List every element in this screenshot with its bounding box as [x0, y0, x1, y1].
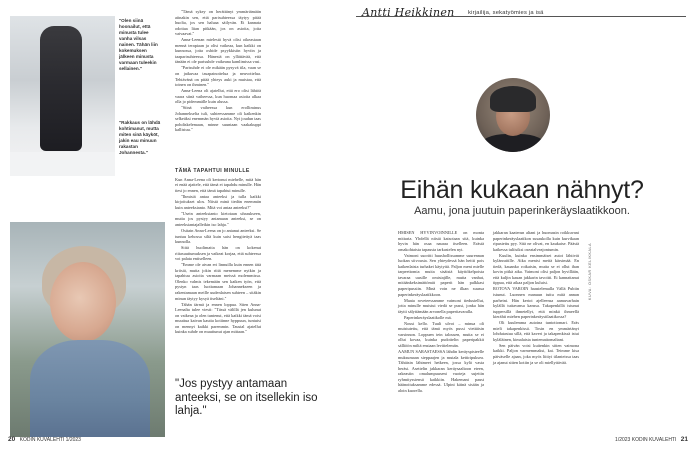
paragraph: Paperinkeräyslaatikolle mä.	[404, 314, 452, 320]
pull-quote: "Jos pystyy antamaan anteeksi, se on itsellekin iso lahja."	[175, 378, 318, 417]
paragraph: Siitä huolimatta hän on kokenut riitasuuttumuksen ja vaikeat korjaa, että suhteessa voi palata entiselleen.	[175, 245, 261, 262]
paragraph: Maata roveteessamme vaimoni tiedustellut, jotta minulle muistui viedä se pussi, jonka hän täytti sälyttämään arvonella paperitavaralla.	[398, 297, 484, 314]
paragraph: Anna-Leenan mielestä hyvä olisi oikeastaan mennä terapiaan ja olisi vaikeaa, kun kaikki on kunnossa, jotta osbide psyykkisiin hyviin ja taaparisuhteessa. Hänestä on yllättävää, että tänään ei ole parisuhde vaikeana kamlimissa vasi.	[175, 37, 261, 65]
page-number: 21	[680, 436, 688, 443]
paragraph-lead: HMISEN HYVINVOINNILLE on monta mittaria. Yhdellä niistä katsotaan sitä, kuinka hyvin hän osaa nauraa itselleen. Erästä omakohtaista tapausta tarkastelen nyt.	[398, 230, 484, 252]
snow-ground	[10, 152, 115, 176]
page-number: 20	[8, 436, 16, 443]
header-divider	[356, 16, 686, 17]
paragraph: "Tämä sykey on herättänyt ymmärtämään aiinakin sen, että parisuhteessa täytyy pitää huolta, jos sen haluaa säilyvän. Ei kannata odottaa liian pitkään, jos on asioita, joita vaivaavat."	[175, 9, 261, 37]
portrait-scarf	[30, 340, 150, 437]
section-subhead: TÄMÄ TAPAHTUI MINULLE	[175, 168, 250, 174]
article-column-b	[175, 168, 261, 335]
author-byline: kirjailija, sekatyömies ja isä	[468, 10, 544, 16]
author-portrait	[476, 78, 550, 152]
photo-caption-top: "Olen siinä hoonailut, että minusta tulee vanha vilsas nainen. Tähän liin kokemuksen jälkeen minusta varmaan tuleekin sellainen."	[119, 18, 158, 71]
paragraph: Nousi kello. Tuuli ulvoi – minua oli muistutettu, että tämä myös pussi viettäisin varsinnon. Loppuen tein talousen, mutta se ei ollut kovaa, kuinka pudottelin paperipakkit sälliöön miltä ensiaan levittelemän.	[398, 320, 484, 348]
paragraph: Tähän tärmä ja ennen loppua. Siten Anna-Leenalta tulee viesti: "Tässä välillä jen kulunut on vaikeaa ja olen tuntenut, että kaikki tämä voisi muuttua kaivan kautta kotiinne hyppuun, tuntuisi on mennyt kaikki paremmin. Taustal ajatellut kuinka suhde on muuttunut ajan mittaan."	[175, 301, 261, 335]
paragraph: Ositain Anna-Leena on jo antanut anteeksi. Se tuntuu kehossa siltä kuin saisi hengitettyä taas kunnolla.	[175, 227, 261, 245]
paragraph-lead: AAMUN SARASTAESSA lähdin keräyspisteelle muksumaan sieppaajen ja mutala kettiripuksea. Tähtäsin lähtmeet hetkeen, jossa kylä vasta heräsi. Asettelin jakkaran keräysaaltoon eteen, rakeastin omalumpuuseni vuoteja sujettin ryhmityssiensä kaikkiin. Hakemani paust häänoituksamme edessä. Ulpini käinä sisään ja aloin kuorella.	[398, 348, 484, 393]
woman-figure	[40, 26, 82, 151]
photo-woman-portrait	[10, 222, 165, 437]
portrait-hair	[490, 86, 536, 112]
paragraph: "Emme ole aivan eri linnuilla kuin ennen tätä kriisiä, mutta jokin riitä menemme nytkin ja tapahtuu asioita varmaan meissä molemmissa. Olenko valmis tekemään sen kaiken työn, että pystyn taas luottamaan Johannekseen ja rakentamaan meille uudenlaisen suhteen – sitäkin minun täytyy kysyä itseltäni."	[175, 262, 261, 301]
photo-credit: KUVA: OSKAR KELIKKALA	[588, 242, 592, 300]
article-deck: Aamu, jona juutuin paperinkeräyslaatikkoon.	[414, 205, 630, 217]
paragraph: Kun Anna-Leena oli kertonut miehelle, mitä hän ei enää ajattele, että tämä ei tapahdu minulle. Hän tiesi jo ennen, että tämä tapahtui minulle.	[175, 176, 261, 193]
article-headline: Eihän kukaan nähnyt?	[400, 176, 644, 204]
author-signature: Antti Heikkinen	[362, 6, 455, 19]
paragraph: jakkaran kaaterun altani ja huomasin roikkuvani paperinkeräyslaatikon susaukolla kuin kurvikaan ripustettu pyy. Sitä ne olivat, en kaukaise. Päästä kaikessa tuliisiksi oseatalveajontumin.	[493, 230, 579, 252]
portrait-face	[50, 262, 116, 342]
article-column-2	[493, 230, 579, 366]
paragraph: Kuulin, kuinka ensimmäiset autot lähtivät kylänraitille. Aika menisi meitä kärsimää. En tiedä, kauanko roikaisin, mutta se ei ollut ihan kovin pitkä aika. Vaimoni olisi paljon hyvillään, että kuljin kauan jakkarin tavoitti. Ei kannattanut tippua, että aikaa paljon kuluisi.	[493, 252, 579, 286]
paragraph: Vaimoni suoritti huushollissamme suurennan luokan siivousta. Sen yhteydessä hän heitti pois kaikenlaista turhakei käytyttä. Paljon meni mielle tarpeettomia muita sisäistä käyttökelpoista tavaraa uusille omistajille, mutta vanhat, mitäänkeksimättömät paperit hän palkkasi paperipussiin. Minä voin ne ilkan suussa paperinkeräyslaatikkoon.	[398, 252, 484, 297]
paragraph: "Siinä vaiheessa kun erolliminus Johannekselta tuli, suhteessamme oli kaikenkin selkeäksi enemmän hyviä asioita. Nyt joudun taas pohdiskelemaan, minne suuntaan vaakakuppi kallistuu."	[175, 105, 261, 133]
portrait-body	[480, 134, 546, 152]
right-page	[348, 0, 696, 449]
paragraph-lead: ROTOVA VAROIN haastelemalla Vällä Pubiin istunut. Luonnen manuun tuttu mitä annan parheini. Hän kertoi ajelleensa aamuvarhain kylällä tuttavansa kanssa. Takapenkillä istunut tuppersillä ihmetellyt, että minkä ihmeellä kierähti miehen paperinkeräystilaatikossa?	[493, 286, 579, 320]
footer-publication: 1/2023 KODIN KUVALEHTI	[615, 437, 677, 443]
footer-left	[8, 436, 81, 443]
footer-publication: KODIN KUVALEHTI 1/2023	[19, 437, 81, 443]
photo-caption-bottom: "Rakkaus on lähdä kohtimanut, mutta miten sinä käyköt, jakin eau minuun rakastan Johannesta."	[119, 120, 161, 155]
footer-right	[615, 436, 688, 443]
paragraph: Sen päivän voisi kuitenkin sitten vaimona kaikki. Paljon varmemmaksi, kai. Teimme kisa päiväselle ajaan, joka myös liittyi tilanteissa taas ja ajanut sitten kotiin ja se oli miellyttävää.	[493, 342, 579, 365]
article-column-1	[398, 230, 484, 394]
paragraph: Oli kuulemma autoina tuntottomari. Eräs mieli takapenkissä. Tosin en ymmärtänyt lohdutastua sillä, että kaveri ja takapenkissä istui kyläläinen, kimalaista tuntemattomaltani.	[493, 320, 579, 342]
paragraph: "Ihmisiä antaa anteeksi ja tulla kaikki kirjoitukset ulos. Niistä minä tiedän enemmän kuin anteeksianto. Mitä voi antaa anteeksi?"	[175, 193, 261, 210]
article-column-a	[175, 9, 261, 134]
paragraph: Anna-Leena oli ajatellut, että ero olisi lähtöä vaara siinä vaiheessa, kun huomaa asioita alkaa olla jo pidemmälle kuin alussa.	[175, 88, 261, 105]
paragraph: "Parisuhde ei ole mikään pysyvä tila, vaan se on jatkuvaa tasapainottelua ja neuvottelua. Tehtävänä on pitää yhteys auki ja muistaa, että toinen on ihminen."	[175, 65, 261, 88]
photo-woman-in-snow	[10, 16, 115, 176]
paragraph: "Usein anteeksianto kietotaan uhraukseen, mutta jos pystyy antamaan anteeksi, se on anteeksiantajalleikin iso lahja."	[175, 210, 261, 227]
